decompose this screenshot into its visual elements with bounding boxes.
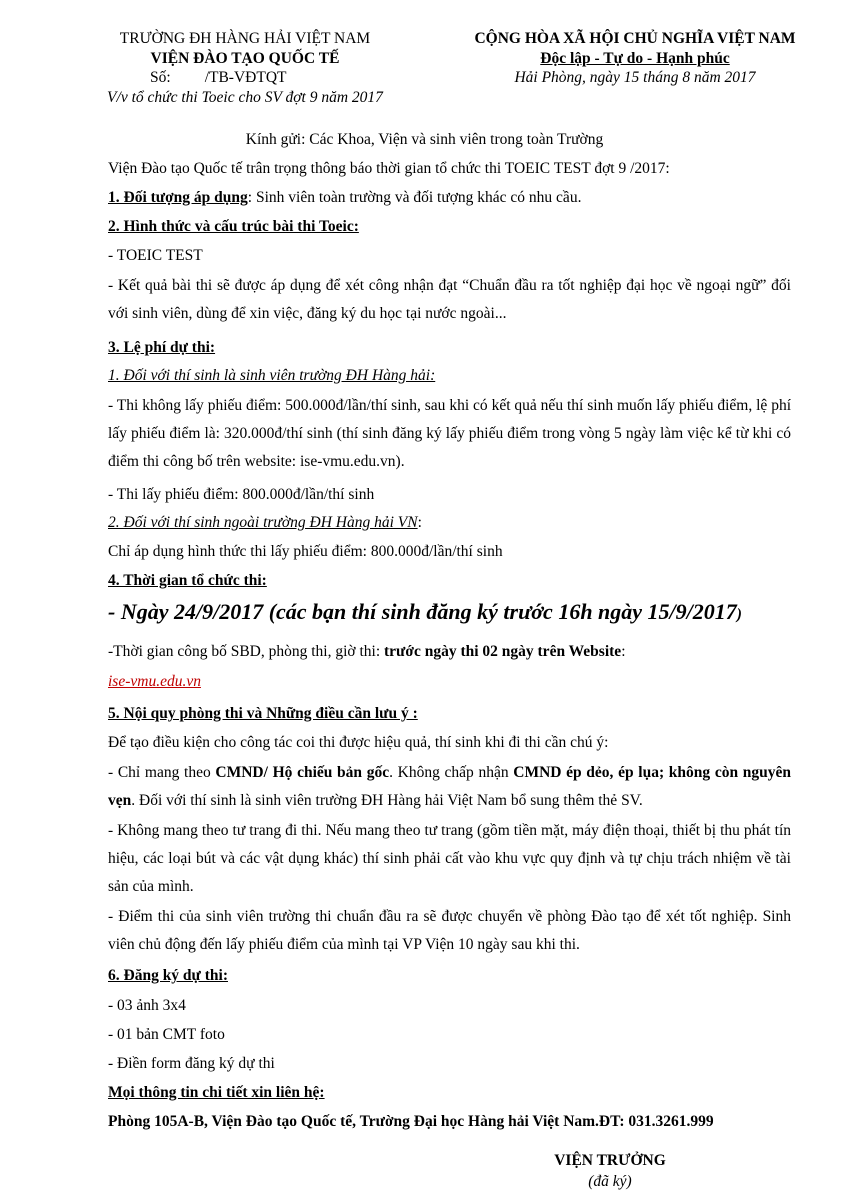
signature-status: (đã ký) (588, 1173, 632, 1190)
intro-text: Viện Đào tạo Quốc tế trân trọng thông báo thời gian tổ chức thi TOEIC TEST đợt 9 /2017: (108, 160, 670, 177)
section-1-text: : Sinh viên toàn trường và đối tượng khác có nhu cầu. (247, 189, 582, 206)
exam-date-close: ) (736, 606, 742, 623)
section-5-rule-2: - Không mang theo tư trang đi thi. Nếu mang theo tư trang (gồm tiền mặt, máy điện thoại, thiết bị thu phát tín hiệu, các loại bút và các vật dụng khác) thí sinh phải cất vào khu vực quy định và tự chịu trách nhiệm về tài sản của mình. (108, 822, 791, 895)
sbd-bold: trước ngày thi 02 ngày trên Website (384, 643, 622, 660)
rule-1-c: . Không chấp nhận (389, 764, 514, 781)
registration-item: - Điền form đăng ký dự thi (108, 1055, 275, 1072)
section-3-fee-3: Chỉ áp dụng hình thức thi lấy phiếu điểm: 800.000đ/lần/thí sinh (108, 543, 503, 560)
place-date: Hải Phòng, ngày 15 tháng 8 năm 2017 (514, 69, 756, 86)
contact-title: Mọi thông tin chi tiết xin liên hệ: (108, 1084, 325, 1101)
rule-1-a: - Chỉ mang theo (108, 764, 216, 781)
national-motto-text: Độc lập - Tự do - Hạnh phúc (540, 50, 730, 67)
rule-1-e: . Đối với thí sinh là sinh viên trường ĐH Hàng hải Việt Nam bổ sung thêm thẻ SV. (131, 792, 643, 809)
section-5-intro: Để tạo điều kiện cho công tác coi thi được hiệu quả, thí sinh khi đi thi cần chú ý: (108, 734, 609, 751)
section-2-item-1: - TOEIC TEST (108, 247, 203, 264)
exam-date-line (108, 599, 742, 625)
section-6-title: 6. Đăng ký dự thi: (108, 967, 228, 984)
institute-name-text: VIỆN ĐÀO TẠO QUỐC TẾ (150, 50, 340, 67)
section-3-sub-2 (108, 514, 422, 532)
number-code: /TB-VĐTQT (204, 69, 287, 86)
institute-name (95, 50, 395, 68)
sbd-prefix: -Thời gian công bố SBD, phòng thi, giờ thi: (108, 643, 385, 660)
number-label: Số: (150, 69, 171, 86)
signature-role: VIỆN TRƯỞNG (554, 1152, 666, 1169)
sbd-colon: : (621, 643, 626, 660)
section-1-title: 1. Đối tượng áp dụng (108, 189, 248, 206)
national-motto (450, 50, 820, 68)
addressee: Kính gửi: Các Khoa, Viện và sinh viên trong toàn Trường (245, 131, 604, 148)
section-3-fee-2: - Thi lấy phiếu điểm: 800.000đ/lần/thí sinh (108, 486, 375, 503)
document-subject: V/v tổ chức thi Toeic cho SV đợt 9 năm 2017 (107, 89, 383, 106)
contact-address: Phòng 105A-B, Viện Đào tạo Quốc tế, Trường Đại học Hàng hải Việt Nam.ĐT: 031.3261.999 (108, 1113, 714, 1130)
registration-item: - 03 ảnh 3x4 (108, 997, 186, 1014)
section-3-sub-2-colon: : (417, 514, 422, 531)
website-link[interactable]: ise-vmu.edu.vn (108, 673, 201, 690)
section-1 (108, 189, 581, 207)
section-3-title: 3. Lệ phí dự thi: (108, 339, 216, 356)
exam-date-text: - Ngày 24/9/2017 (các bạn thí sinh đăng ký trước 16h ngày 15/9/2017 (108, 599, 737, 624)
section-2-title: 2. Hình thức và cấu trúc bài thi Toeic: (108, 218, 359, 235)
section-3-sub-1: 1. Đối với thí sinh là sinh viên trường ĐH Hàng hải: (108, 367, 436, 384)
section-3-sub-2-text: 2. Đối với thí sinh ngoài trường ĐH Hàng hải VN (108, 514, 418, 531)
section-2-item-2: - Kết quả bài thi sẽ được áp dụng để xét công nhận đạt “Chuẩn đầu ra tốt nghiệp đại học về ngoại ngữ” đối với sinh viên, dùng để xin việc, đăng ký du học tại nước ngoài... (108, 277, 791, 322)
section-3-fee-1: - Thi không lấy phiếu điểm: 500.000đ/lần/thí sinh, sau khi có kết quả nếu thí sinh muốn lấy phiếu điểm, lệ phí lấy phiếu điểm là: 320.000đ/thí sinh (thí sinh đăng ký lấy phiếu điểm trong vòng 5 ngày làm việc kể từ khi có điểm thi công bố trên website: ise-vmu.edu.vn). (108, 397, 791, 470)
section-5-rule-1 (108, 759, 791, 815)
section-5-title: 5. Nội quy phòng thi và Những điều cần lưu ý : (108, 705, 418, 722)
republic-title: CỘNG HÒA XÃ HỘI CHỦ NGHĨA VIỆT NAM (474, 30, 796, 47)
sbd-announcement (108, 643, 626, 661)
rule-1-d: CMND ép dẻo, ép lụa; không còn nguyên vẹn (108, 764, 791, 809)
section-4-title: 4. Thời gian tổ chức thi: (108, 572, 267, 589)
registration-item: - 01 bản CMT foto (108, 1026, 225, 1043)
school-name: TRƯỜNG ĐH HÀNG HẢI VIỆT NAM (119, 30, 371, 47)
rule-1-b: CMND/ Hộ chiếu bản gốc (215, 764, 390, 781)
section-5-rule-3: - Điểm thi của sinh viên trường thi chuẩn đầu ra sẽ được chuyển về phòng Đào tạo để xét tốt nghiệp. Sinh viên chủ động đến lấy phiếu điểm của mình tại VP Viện 10 ngày sau khi thi. (108, 908, 791, 953)
document-number (150, 69, 286, 87)
